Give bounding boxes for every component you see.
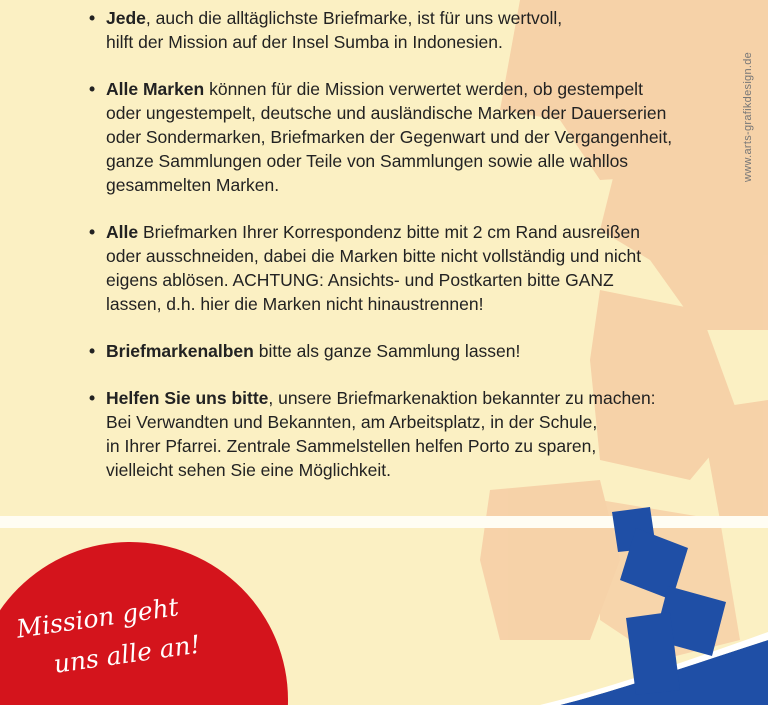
bullet-line xyxy=(106,149,706,173)
bullet-line xyxy=(106,125,706,149)
bullet-bold-text: Alle Marken xyxy=(106,79,205,99)
bullet-item xyxy=(86,339,706,363)
bullet-text: , auch die alltäglichste Briefmarke, ist für uns wertvoll, xyxy=(145,8,563,28)
bullet-text: können für die Mission verwertet werden, ob gestempelt xyxy=(204,79,643,99)
bullet-bold-text: Alle xyxy=(106,222,139,242)
bullet-text: oder ungestempelt, deutsche und ausländische Marken der Dauerserien xyxy=(106,103,667,123)
bullet-dot-icon: • xyxy=(89,388,96,408)
bullet-line xyxy=(106,292,706,316)
bullet-text: oder Sondermarken, Briefmarken der Gegenwart und der Vergangenheit, xyxy=(106,127,673,147)
bullet-line xyxy=(106,220,706,244)
bullet-text: vielleicht sehen Sie eine Möglichkeit. xyxy=(106,460,392,480)
bullet-bold-text: Briefmarkenalben xyxy=(106,341,254,361)
slogan-line-1: Mission geht xyxy=(14,592,181,644)
bullet-text: oder ausschneiden, dabei die Marken bitte nicht vollständig und nicht xyxy=(106,246,642,266)
bullet-text: Briefmarken Ihrer Korrespondenz bitte mit 2 cm Rand ausreißen xyxy=(138,222,640,242)
bullet-dot-icon: • xyxy=(89,222,96,242)
bullet-line xyxy=(106,268,706,292)
bullet-text: ganze Sammlungen oder Teile von Sammlungen sowie alle wahllos xyxy=(106,151,629,171)
peach-stamp-shape xyxy=(700,400,768,520)
bullet-dot-icon: • xyxy=(89,79,96,99)
slogan-line-2: uns alle an! xyxy=(51,629,203,679)
bullet-line xyxy=(106,339,706,363)
bullet-text: hilft der Mission auf der Insel Sumba in Indonesien. xyxy=(106,32,503,52)
bullet-text: gesammelten Marken. xyxy=(106,175,280,195)
bullet-line xyxy=(106,244,706,268)
designer-credit: www.arts-grafikdesign.de xyxy=(742,51,754,182)
bullet-text: in Ihrer Pfarrei. Zentrale Sammelstellen helfen Porto zu sparen, xyxy=(106,436,597,456)
bullet-line xyxy=(106,386,706,410)
bullet-line xyxy=(106,173,706,197)
bullet-line xyxy=(106,77,706,101)
bullet-line xyxy=(106,101,706,125)
bullet-bold-text: Helfen Sie uns bitte xyxy=(106,388,269,408)
bullet-text: Bei Verwandten und Bekannten, am Arbeitsplatz, in der Schule, xyxy=(106,412,598,432)
bullet-dot-icon: • xyxy=(89,341,96,361)
bullet-bold-text: Jede xyxy=(106,8,146,28)
bullet-dot-icon: • xyxy=(89,8,96,28)
bullet-item xyxy=(86,6,706,54)
bullet-text: bitte als ganze Sammlung lassen! xyxy=(253,341,521,361)
bullet-text: , unsere Briefmarkenaktion bekannter zu machen: xyxy=(268,388,656,408)
bullet-list xyxy=(86,6,706,505)
bullet-text: lassen, d.h. hier die Marken nicht hinaustrennen! xyxy=(106,294,484,314)
bullet-item xyxy=(86,220,706,316)
bullet-line xyxy=(106,30,706,54)
bullet-line xyxy=(106,434,706,458)
bullet-item xyxy=(86,77,706,197)
bullet-text: eigens ablösen. ACHTUNG: Ansichts- und Postkarten bitte GANZ xyxy=(106,270,614,290)
bullet-line xyxy=(106,410,706,434)
bullet-item xyxy=(86,386,706,482)
bullet-line xyxy=(106,458,706,482)
bullet-line xyxy=(106,6,706,30)
